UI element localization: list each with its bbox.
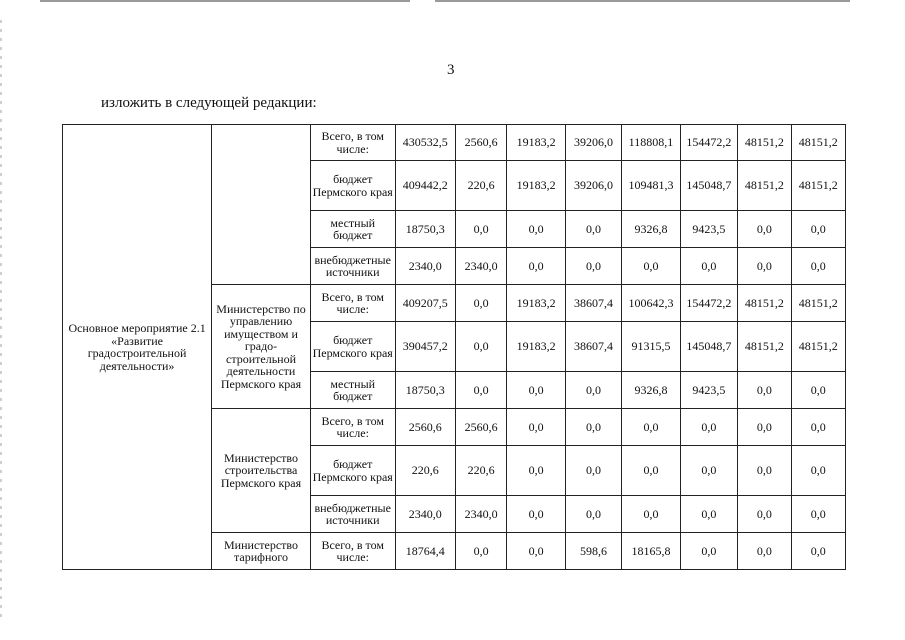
source-cell: Всего, в том числе: <box>310 285 395 322</box>
value-cell: 0,0 <box>738 372 791 409</box>
value-cell: 0,0 <box>622 409 680 446</box>
value-cell: 409207,5 <box>395 285 455 322</box>
value-cell: 48151,2 <box>791 161 845 211</box>
value-cell: 0,0 <box>791 446 845 496</box>
value-cell: 48151,2 <box>738 285 791 322</box>
value-cell: 0,0 <box>791 211 845 248</box>
value-cell: 0,0 <box>622 248 680 285</box>
value-cell: 409442,2 <box>395 161 455 211</box>
source-cell: Всего, в том числе: <box>310 533 395 570</box>
value-cell: 0,0 <box>507 248 565 285</box>
value-cell: 2340,0 <box>455 248 506 285</box>
value-cell: 0,0 <box>738 496 791 533</box>
value-cell: 48151,2 <box>791 322 845 372</box>
source-cell: внебюджетные источники <box>310 248 395 285</box>
value-cell: 2560,6 <box>395 409 455 446</box>
value-cell: 2560,6 <box>455 409 506 446</box>
intro-text: изложить в следующей редакции: <box>101 95 317 111</box>
value-cell: 0,0 <box>791 533 845 570</box>
value-cell: 9423,5 <box>680 211 737 248</box>
value-cell: 0,0 <box>565 496 621 533</box>
scan-edge-line <box>40 0 410 2</box>
value-cell: 0,0 <box>791 409 845 446</box>
value-cell: 19183,2 <box>507 161 565 211</box>
value-cell: 0,0 <box>738 533 791 570</box>
value-cell: 0,0 <box>565 446 621 496</box>
value-cell: 0,0 <box>680 409 737 446</box>
value-cell: 18750,3 <box>395 372 455 409</box>
value-cell: 118808,1 <box>622 125 680 161</box>
value-cell: 220,6 <box>455 161 506 211</box>
value-cell: 91315,5 <box>622 322 680 372</box>
executor-cell: Министерство строительства Пермского края <box>212 409 311 533</box>
value-cell: 0,0 <box>565 211 621 248</box>
value-cell: 0,0 <box>680 496 737 533</box>
value-cell: 0,0 <box>565 372 621 409</box>
value-cell: 48151,2 <box>791 125 845 161</box>
source-cell: бюджет Пермского края <box>310 322 395 372</box>
source-cell: местный бюджет <box>310 372 395 409</box>
value-cell: 38607,4 <box>565 285 621 322</box>
value-cell: 100642,3 <box>622 285 680 322</box>
value-cell: 220,6 <box>455 446 506 496</box>
value-cell: 0,0 <box>507 533 565 570</box>
value-cell: 9326,8 <box>622 211 680 248</box>
value-cell: 0,0 <box>565 248 621 285</box>
value-cell: 2340,0 <box>395 496 455 533</box>
value-cell: 0,0 <box>565 409 621 446</box>
value-cell: 0,0 <box>622 496 680 533</box>
value-cell: 0,0 <box>738 409 791 446</box>
value-cell: 0,0 <box>455 285 506 322</box>
value-cell: 0,0 <box>455 372 506 409</box>
source-cell: бюджет Пермского края <box>310 446 395 496</box>
value-cell: 220,6 <box>395 446 455 496</box>
page-number: 3 <box>447 62 455 78</box>
value-cell: 0,0 <box>507 446 565 496</box>
value-cell: 109481,3 <box>622 161 680 211</box>
table-row <box>63 125 846 161</box>
value-cell: 18764,4 <box>395 533 455 570</box>
value-cell: 154472,2 <box>680 125 737 161</box>
value-cell: 0,0 <box>791 248 845 285</box>
value-cell: 430532,5 <box>395 125 455 161</box>
value-cell: 0,0 <box>507 409 565 446</box>
value-cell: 390457,2 <box>395 322 455 372</box>
value-cell: 48151,2 <box>738 322 791 372</box>
value-cell: 48151,2 <box>791 285 845 322</box>
value-cell: 0,0 <box>507 496 565 533</box>
value-cell: 0,0 <box>680 446 737 496</box>
value-cell: 0,0 <box>455 211 506 248</box>
value-cell: 18750,3 <box>395 211 455 248</box>
value-cell: 0,0 <box>507 372 565 409</box>
value-cell: 39206,0 <box>565 125 621 161</box>
executor-cell: Министерство тарифного <box>212 533 311 570</box>
value-cell: 38607,4 <box>565 322 621 372</box>
value-cell: 154472,2 <box>680 285 737 322</box>
value-cell: 19183,2 <box>507 125 565 161</box>
value-cell: 145048,7 <box>680 322 737 372</box>
value-cell: 48151,2 <box>738 161 791 211</box>
value-cell: 2340,0 <box>395 248 455 285</box>
source-cell: Всего, в том числе: <box>310 409 395 446</box>
executor-cell-empty <box>212 125 311 285</box>
value-cell: 0,0 <box>738 248 791 285</box>
executor-cell: Министерство по управлению имуществом и градо-строительной деятельности Пермского края <box>212 285 311 409</box>
value-cell: 0,0 <box>455 533 506 570</box>
source-cell: бюджет Пермского края <box>310 161 395 211</box>
value-cell: 0,0 <box>738 446 791 496</box>
value-cell: 0,0 <box>791 496 845 533</box>
value-cell: 0,0 <box>455 322 506 372</box>
budget-table <box>62 124 846 570</box>
event-cell: Основное мероприятие 2.1 «Развитие градостроительной деятельности» <box>63 125 212 570</box>
value-cell: 39206,0 <box>565 161 621 211</box>
value-cell: 145048,7 <box>680 161 737 211</box>
value-cell: 9326,8 <box>622 372 680 409</box>
source-cell: Всего, в том числе: <box>310 125 395 161</box>
value-cell: 48151,2 <box>738 125 791 161</box>
value-cell: 19183,2 <box>507 322 565 372</box>
scan-edge-line <box>435 0 850 2</box>
value-cell: 0,0 <box>738 211 791 248</box>
source-cell: внебюджетные источники <box>310 496 395 533</box>
scan-left-edge <box>0 20 2 620</box>
value-cell: 9423,5 <box>680 372 737 409</box>
value-cell: 18165,8 <box>622 533 680 570</box>
value-cell: 0,0 <box>622 446 680 496</box>
value-cell: 2340,0 <box>455 496 506 533</box>
value-cell: 2560,6 <box>455 125 506 161</box>
value-cell: 0,0 <box>507 211 565 248</box>
value-cell: 0,0 <box>791 372 845 409</box>
value-cell: 19183,2 <box>507 285 565 322</box>
source-cell: местный бюджет <box>310 211 395 248</box>
value-cell: 0,0 <box>680 533 737 570</box>
value-cell: 598,6 <box>565 533 621 570</box>
value-cell: 0,0 <box>680 248 737 285</box>
